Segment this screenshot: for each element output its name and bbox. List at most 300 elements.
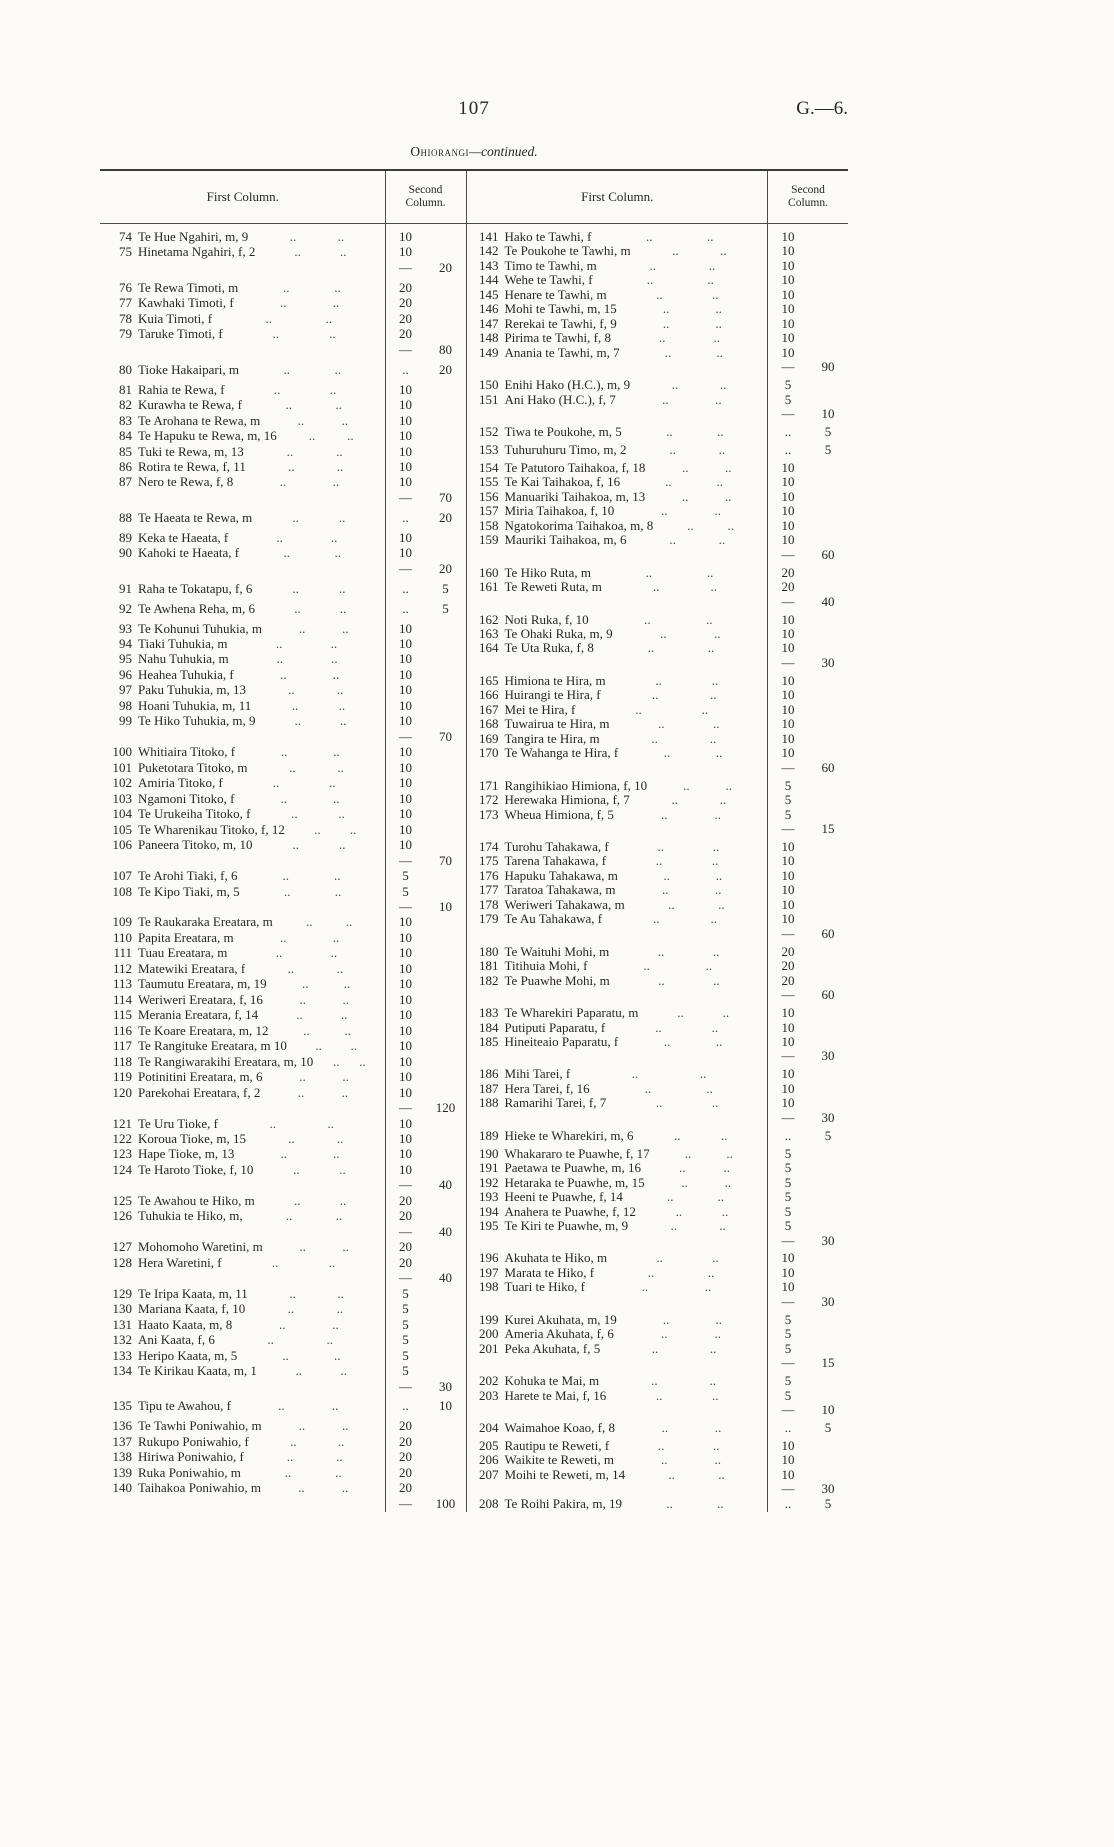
name-area: [100, 745, 386, 759]
dot-leader: ..: [643, 959, 650, 974]
amount-cell: —: [781, 1048, 795, 1064]
entry-name: Waimahoe Koao, f, 8: [504, 1420, 616, 1435]
entry-number: 134: [112, 1363, 132, 1379]
entry-name: Taratoa Tahakawa, m: [504, 882, 616, 898]
entry-number: 193: [479, 1189, 499, 1205]
entry-number: 127: [112, 1239, 132, 1255]
row-gap: [100, 276, 466, 279]
amount-cell: 10: [781, 1279, 795, 1295]
subtotal-cell: 40: [439, 1177, 453, 1193]
amount-cell: —: [781, 654, 795, 670]
dot-leader: ..: [288, 683, 295, 698]
dot-leaders: [252, 582, 385, 596]
amount-cell: 10: [781, 882, 795, 898]
entry-name: Marata te Hiko, f: [504, 1264, 595, 1280]
entry-number: 200: [479, 1326, 499, 1342]
dot-leader: ..: [350, 1039, 357, 1054]
entry-name: Te Kai Taihakoa, f, 16: [504, 474, 621, 490]
table-title-continued: —continued.: [469, 144, 538, 159]
amount-cell: 10: [399, 806, 413, 822]
amount-cell: —: [781, 546, 795, 562]
amount-cell: 5: [402, 1347, 409, 1363]
table-row: [100, 807, 466, 821]
table-row: [100, 1194, 466, 1208]
entry-name: Enihi Hako (H.C.), m, 9: [504, 377, 631, 393]
table-row: [100, 1132, 466, 1146]
amount-cell: 10: [781, 730, 795, 746]
dot-leaders: [602, 912, 768, 926]
entry-number: 132: [112, 1332, 132, 1348]
table-row: [467, 1389, 848, 1403]
amount-cell: 20: [399, 1464, 413, 1480]
entry-name: Putiputi Paparatu, f: [504, 1019, 606, 1035]
table-row: [467, 945, 848, 959]
amount-cell: 10: [399, 945, 413, 961]
amount-cell: 10: [399, 229, 413, 244]
dot-leader: ..: [340, 714, 347, 729]
dot-leader: ..: [272, 776, 280, 791]
name-area: [100, 546, 386, 560]
entry-name: Papita Ereatara, m: [138, 929, 234, 945]
table-row: [100, 1024, 466, 1038]
name-area: [100, 414, 386, 428]
dot-leaders: [575, 703, 768, 717]
subtotal-row: [467, 822, 848, 836]
entry-name: Taruke Timoti, f: [138, 326, 223, 342]
dot-leader: ..: [335, 1465, 342, 1480]
entry-name: Paneera Titoko, m, 10: [138, 837, 253, 853]
amount-cell: 10: [399, 244, 413, 260]
table-row: [100, 637, 466, 651]
dot-leader: ..: [330, 946, 338, 961]
dot-leader: ..: [276, 530, 283, 545]
dot-leaders: [617, 317, 768, 331]
entry-name: Kohuka te Mai, m: [504, 1373, 600, 1389]
subtotal-cell: 70: [439, 852, 453, 868]
table-row: [467, 1497, 848, 1511]
entry-name: Mihi Tarei, f: [504, 1066, 571, 1082]
dot-leader: ..: [269, 1116, 276, 1131]
amount-cell: —: [781, 1232, 795, 1248]
subtotal-row: [467, 1111, 848, 1125]
dot-leader: ..: [293, 1162, 300, 1177]
dot-leaders: [255, 602, 385, 616]
entry-name: Te Koare Ereatara, m, 12: [138, 1022, 269, 1038]
amount-cell: 5: [402, 1285, 409, 1301]
dot-leaders: [590, 1082, 768, 1096]
entry-number: 108: [112, 883, 132, 899]
subtotal-row: [467, 548, 848, 562]
entry-number: 177: [479, 882, 499, 898]
name-area: [100, 915, 386, 929]
entry-name: Te Haeata te Rewa, m: [138, 509, 253, 525]
dot-leader: ..: [279, 296, 287, 311]
table-row: [467, 288, 848, 302]
entry-number: 81: [119, 381, 132, 397]
subtotal-cell: 60: [821, 925, 835, 941]
entry-name: Tipu te Awahou, f: [138, 1398, 231, 1414]
amount-cell: 20: [781, 958, 795, 974]
dot-leader: ..: [341, 1085, 349, 1100]
entry-number: 144: [479, 272, 499, 288]
amount-cell: —: [781, 1481, 795, 1497]
entry-name: Heripo Kaata, m, 5: [138, 1347, 238, 1363]
entry-number: 75: [119, 244, 132, 260]
name-area: [467, 1497, 768, 1511]
amount-cell: —: [399, 259, 413, 275]
table-row: [467, 331, 848, 345]
dot-leader: ..: [718, 1467, 725, 1482]
dot-leaders: [606, 1096, 768, 1110]
table-row: [467, 1421, 848, 1435]
table-row: [100, 1333, 466, 1347]
dot-leader: ..: [287, 961, 295, 976]
dot-leaders: [238, 281, 385, 295]
dot-leader: ..: [335, 1209, 343, 1224]
amount-cell: 10: [781, 896, 795, 912]
name-area: [467, 1342, 768, 1356]
dot-leader: ..: [721, 1204, 729, 1219]
table-row: [467, 688, 848, 702]
entry-name: Ngatokorima Taihakoa, m, 8: [504, 517, 654, 533]
dot-leaders: [212, 312, 385, 326]
entry-number: 187: [479, 1080, 499, 1096]
dot-leader: ..: [663, 746, 671, 761]
dot-leaders: [252, 511, 385, 525]
name-area: [467, 461, 768, 475]
dot-leader: ..: [341, 1481, 349, 1496]
subtotal-cell: 5: [824, 424, 832, 440]
dot-leader: ..: [713, 973, 720, 988]
amount-cell: —: [781, 1355, 795, 1371]
entry-name: Te Wahanga te Hira, f: [504, 745, 619, 761]
subtotal-row: [100, 854, 466, 868]
dot-leaders: [262, 622, 385, 636]
entry-name: Hoani Tuhukia, m, 11: [138, 697, 252, 713]
name-area: [467, 1421, 768, 1435]
dot-leader: ..: [336, 459, 344, 474]
entry-name: Hako te Tawhi, f: [504, 229, 592, 244]
entry-number: 128: [112, 1254, 132, 1270]
table-row: [100, 1117, 466, 1131]
dot-leader: ..: [334, 362, 341, 377]
dot-leaders: [245, 1302, 385, 1316]
entry-name: Tuari te Hiko, f: [504, 1279, 585, 1295]
column-body: [100, 224, 466, 1512]
dot-leader: ..: [275, 946, 283, 961]
subtotal-cell: 60: [821, 759, 835, 775]
name-area: [100, 792, 386, 806]
name-area: [100, 582, 386, 596]
table-row: [100, 915, 466, 929]
dot-leader: ..: [720, 244, 727, 259]
name-area: [467, 1205, 768, 1219]
entry-number: 137: [112, 1433, 132, 1449]
entry-number: 181: [479, 958, 499, 974]
name-area: [467, 854, 768, 868]
amount-cell: 10: [399, 759, 413, 775]
second-column-header: [768, 184, 848, 210]
dot-leader: ..: [334, 869, 341, 884]
amount-cell: 5: [402, 883, 409, 899]
name-area: [467, 959, 768, 973]
table-row: [100, 622, 466, 636]
entry-number: 184: [479, 1019, 499, 1035]
name-area: [467, 393, 768, 407]
table-row: [100, 1481, 466, 1495]
dot-leaders: [255, 1194, 386, 1208]
dot-leader: ..: [275, 637, 283, 651]
subtotal-cell: 10: [439, 898, 453, 914]
dot-leaders: [593, 273, 768, 287]
dot-leaders: [606, 674, 768, 688]
dot-leader: ..: [714, 627, 721, 641]
table-row: [467, 1327, 848, 1341]
subtotal-cell: 20: [439, 560, 453, 576]
dot-leaders: [614, 504, 768, 518]
entry-name: Te Ohaki Ruka, m, 9: [504, 626, 613, 641]
name-area: [100, 699, 386, 713]
entry-number: 165: [479, 672, 499, 688]
amount-cell: 10: [399, 821, 413, 837]
entry-number: 103: [112, 790, 132, 806]
entry-number: 147: [479, 315, 499, 331]
dot-leader: ..: [727, 518, 735, 533]
amount-cell: 10: [781, 1250, 795, 1266]
dot-leaders: [622, 425, 768, 439]
amount-cell: 10: [781, 1019, 795, 1035]
subtotal-cell: 5: [442, 580, 449, 596]
dot-leader: ..: [289, 1286, 296, 1301]
dot-leaders: [602, 580, 768, 594]
dot-leader: ..: [711, 1020, 719, 1035]
entry-name: Weriweri Tahakawa, m: [504, 896, 625, 912]
dot-leaders: [227, 946, 385, 960]
dot-leaders: [215, 1333, 386, 1347]
dot-leaders: [240, 885, 386, 899]
entry-number: 123: [112, 1146, 132, 1162]
dot-leader: ..: [306, 915, 313, 930]
entry-name: Rangihikiao Himiona, f, 10: [504, 777, 648, 793]
table-row: [467, 883, 848, 897]
dot-leader: ..: [278, 1399, 285, 1414]
dot-leader: ..: [677, 1006, 684, 1021]
entry-name: Taihakoa Poniwahio, m: [138, 1480, 261, 1496]
entry-name: Turohu Tahakawa, f: [504, 838, 609, 854]
table-row: [467, 1313, 848, 1327]
entry-number: 96: [119, 666, 132, 682]
entry-name: Hera Waretini, f: [138, 1254, 222, 1270]
entry-number: 151: [479, 391, 499, 407]
dot-leader: ..: [660, 1327, 668, 1342]
dot-leaders: [631, 244, 768, 258]
dot-leader: ..: [718, 442, 726, 457]
entry-name: Hiriwa Poniwahio, f: [138, 1449, 244, 1465]
table-row: [467, 613, 848, 627]
dot-leaders: [616, 393, 768, 407]
table-row: [467, 959, 848, 973]
entry-number: 101: [112, 759, 132, 775]
name-area: [100, 531, 386, 545]
table-row: [467, 490, 848, 504]
subtotal-cell: 30: [821, 1293, 835, 1309]
entry-name: Parekohai Ereatara, f, 2: [138, 1084, 261, 1100]
entry-name: Peka Akuhata, f, 5: [504, 1340, 601, 1356]
amount-cell: 20: [781, 972, 795, 988]
table-row: [100, 652, 466, 666]
dot-leader: ..: [681, 1175, 688, 1190]
name-area: [467, 1280, 768, 1294]
dot-leaders: [606, 854, 768, 868]
amount-cell: 5: [784, 1145, 792, 1161]
amount-cell: 5: [402, 1332, 409, 1348]
dot-leader: ..: [279, 475, 287, 490]
dot-leader: ..: [338, 698, 346, 713]
table-row: [100, 776, 466, 790]
amount-cell: 10: [399, 397, 413, 413]
table-row: [467, 425, 848, 439]
table-row: [100, 962, 466, 976]
dot-leader: ..: [655, 673, 662, 688]
amount-cell: 5: [402, 1363, 409, 1379]
dot-leader: ..: [327, 1116, 334, 1131]
table-row: [100, 869, 466, 883]
entry-number: 170: [479, 745, 499, 761]
left-header-row: [100, 171, 466, 224]
entry-number: 126: [112, 1208, 132, 1224]
dot-leaders: [620, 475, 768, 489]
entry-name: Kahoki te Haeata, f: [138, 545, 240, 561]
subtotal-cell: 20: [439, 259, 453, 275]
table-row: [100, 1147, 466, 1161]
dot-leaders: [614, 1327, 768, 1341]
row-gap: [100, 526, 466, 529]
dot-leader: ..: [706, 230, 714, 244]
dot-leaders: [287, 1039, 386, 1053]
name-area: [100, 1147, 386, 1161]
table-row: [100, 668, 466, 682]
dot-leaders: [263, 993, 386, 1007]
dot-leader: ..: [332, 667, 340, 682]
dot-leaders: [609, 1439, 768, 1453]
table-title-name: Ohiorangi: [410, 144, 470, 159]
name-area: [467, 840, 768, 854]
dot-leaders: [258, 1008, 385, 1022]
dot-leader: ..: [670, 1219, 677, 1234]
dot-leader: ..: [336, 1302, 344, 1317]
entry-name: Hape Tioke, m, 13: [138, 1146, 235, 1162]
name-area: [100, 761, 386, 775]
dot-leader: ..: [674, 1128, 681, 1143]
entry-number: 138: [112, 1449, 132, 1465]
dot-leader: ..: [644, 1081, 652, 1096]
table-row: [467, 1374, 848, 1388]
amount-cell: 20: [781, 943, 795, 959]
name-area: [467, 793, 768, 807]
amount-cell: 5: [784, 1203, 792, 1219]
table-row: [100, 1399, 466, 1413]
amount-cell: 10: [781, 701, 795, 717]
entry-number: 112: [112, 960, 132, 976]
name-area: [100, 245, 386, 259]
entry-number: 104: [112, 806, 132, 822]
entry-name: Te Poukohe te Tawhi, m: [504, 243, 631, 259]
amount-cell: 10: [781, 911, 795, 927]
name-area: [467, 717, 768, 731]
table-row: [467, 1161, 848, 1175]
dot-leader: ..: [344, 1023, 351, 1038]
dot-leaders: [606, 1389, 768, 1403]
dot-leader: ..: [342, 992, 349, 1007]
entry-name: Miria Taihakoa, f, 10: [504, 503, 615, 519]
dot-leader: ..: [332, 475, 340, 490]
amount-cell: 20: [399, 1239, 413, 1255]
dot-leader: ..: [664, 345, 672, 360]
table-row: [100, 1240, 466, 1254]
entry-number: 121: [112, 1115, 132, 1131]
dot-leaders: [243, 1209, 386, 1223]
entry-number: 87: [119, 474, 132, 490]
dot-leaders: [257, 1364, 386, 1378]
dot-leaders: [263, 1240, 386, 1254]
dot-leaders: [251, 699, 385, 713]
dot-leader: ..: [280, 745, 288, 760]
dot-leader: ..: [336, 1132, 344, 1146]
entry-number: 153: [479, 441, 499, 457]
amount-cell: 20: [399, 295, 413, 311]
dot-leaders: [246, 1132, 386, 1146]
dot-leaders: [628, 1219, 768, 1233]
dot-leader: ..: [282, 869, 289, 884]
dot-leader: ..: [298, 1419, 306, 1434]
subtotal-row: [467, 927, 848, 941]
name-area: [467, 425, 768, 439]
entry-number: 172: [479, 792, 499, 808]
table-row: [100, 475, 466, 489]
dot-leader: ..: [289, 230, 297, 244]
name-area: [100, 460, 386, 474]
name-area: [100, 1364, 386, 1378]
entry-number: 145: [479, 286, 499, 302]
subtotal-cell: 40: [821, 593, 835, 609]
entry-name: Taumutu Ereatara, m, 19: [138, 976, 267, 992]
amount-cell: ..: [402, 580, 409, 596]
dot-leader: ..: [280, 791, 287, 806]
amount-cell: —: [399, 898, 413, 914]
dot-leader: ..: [652, 688, 659, 703]
dot-leader: ..: [718, 897, 725, 912]
entry-name: Te Uru Tioke, f: [138, 1115, 218, 1131]
entry-number: 192: [479, 1174, 499, 1190]
dot-leader: ..: [339, 1193, 347, 1208]
dot-leader: ..: [655, 1020, 662, 1035]
table-row: [100, 1256, 466, 1270]
dot-leader: ..: [657, 717, 665, 732]
dot-leader: ..: [285, 1209, 293, 1224]
entry-number: 142: [479, 243, 499, 259]
table-row: [467, 475, 848, 489]
table-row: [100, 429, 466, 443]
dot-leaders: [262, 1419, 386, 1433]
entry-number: 124: [112, 1161, 132, 1177]
row-gap: [100, 378, 466, 381]
entry-number: 176: [479, 867, 499, 883]
entry-number: 114: [112, 991, 132, 1007]
entry-number: 143: [479, 257, 499, 273]
dot-leaders: [613, 627, 768, 641]
entry-number: 166: [479, 687, 499, 703]
table-left-half: [100, 171, 466, 1512]
